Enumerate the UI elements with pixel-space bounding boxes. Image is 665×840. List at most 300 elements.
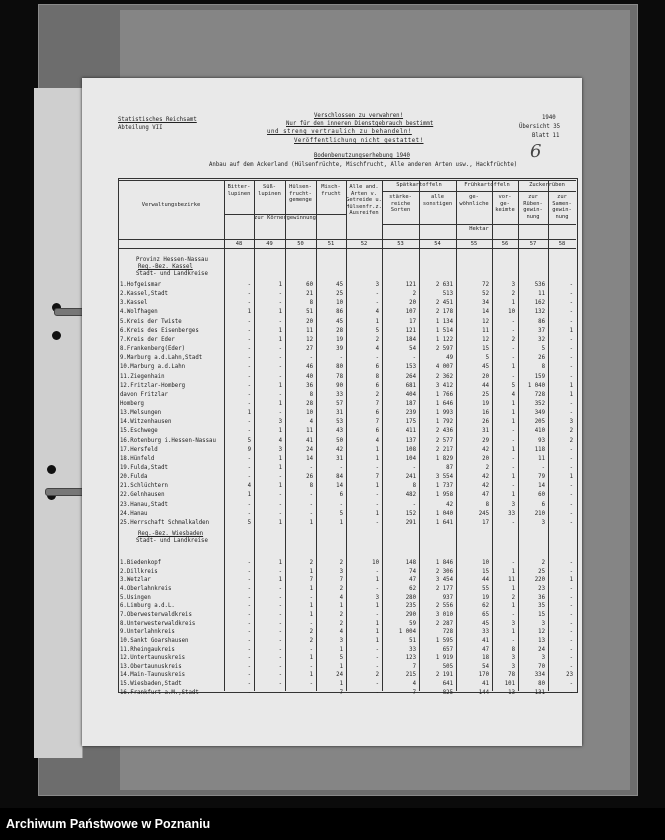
district-name: 4.Wolfhagen bbox=[120, 309, 158, 316]
table-cell: 1 bbox=[339, 663, 343, 670]
table-cell: 937 bbox=[442, 594, 453, 601]
table-cell: - bbox=[569, 300, 573, 307]
table-cell: - bbox=[569, 594, 573, 601]
table-cell: 1 595 bbox=[435, 637, 453, 644]
table-cell: 42 bbox=[482, 483, 489, 490]
table-cell: 19 bbox=[482, 594, 489, 601]
table-cell: 78 bbox=[508, 672, 515, 679]
table-cell: - bbox=[247, 465, 251, 471]
table-cell: 20 bbox=[482, 373, 489, 380]
table-cell: - bbox=[309, 355, 313, 362]
table-cell: 4 bbox=[339, 594, 343, 601]
table-cell: 31 bbox=[336, 455, 343, 462]
table-cell: 44 bbox=[482, 382, 489, 389]
table-cell: 7 bbox=[339, 577, 343, 584]
table-cell: 3 bbox=[511, 501, 515, 508]
table-cell: 11 bbox=[306, 428, 313, 435]
col-head-5: Alle and. Arten v. Getreide u. Hülsenfr.z. Ausreifen bbox=[346, 184, 382, 217]
table-cell: 2 178 bbox=[435, 309, 453, 316]
table-cell: - bbox=[375, 646, 379, 653]
table-cell: 93 bbox=[538, 437, 545, 444]
table-cell: 1 bbox=[569, 327, 573, 334]
district-name: 16.Rotenburg i.Hessen-Nassau bbox=[120, 437, 216, 444]
table-cell: - bbox=[278, 585, 282, 592]
district-name: 4.Oberlahnkreis bbox=[120, 585, 172, 592]
table-cell: - bbox=[278, 568, 282, 575]
table-cell: - bbox=[569, 336, 573, 343]
table-cell: 19 bbox=[336, 336, 343, 343]
table-cell: 728 bbox=[534, 391, 545, 398]
year: 1940 bbox=[542, 115, 556, 121]
table-cell: 70 bbox=[538, 663, 545, 670]
table-cell: 5 bbox=[485, 355, 489, 362]
table-cell: 235 bbox=[405, 603, 416, 610]
district-name: 12.Fritzlar-Homberg bbox=[120, 382, 186, 389]
table-cell: 2 362 bbox=[435, 373, 453, 380]
table-cell: - bbox=[278, 364, 282, 371]
table-cell: 23 bbox=[566, 672, 573, 679]
table-cell: 23 bbox=[538, 585, 545, 592]
district-name: 8.Frankenberg(Eder) bbox=[120, 346, 186, 353]
table-cell: - bbox=[375, 465, 379, 471]
district-name: 25.Herrschaft Schmalkalden bbox=[120, 519, 210, 526]
table-cell: 11 bbox=[508, 577, 515, 584]
table-cell: - bbox=[278, 300, 282, 307]
table-cell: - bbox=[247, 391, 251, 398]
table-cell: - bbox=[278, 689, 282, 696]
table-cell: 334 bbox=[534, 672, 545, 679]
col-head-4: Misch- frucht bbox=[321, 184, 341, 197]
district-name: 14.Main-Taunuskreis bbox=[120, 672, 186, 679]
table-cell: 352 bbox=[534, 400, 545, 407]
table-cell: 3 bbox=[541, 519, 545, 526]
table-cell: 8 bbox=[309, 391, 313, 398]
table-cell: 41 bbox=[482, 681, 489, 688]
table-cell: 2 bbox=[309, 637, 313, 644]
survey-title: Bodenbenutzungserhebung 1940 bbox=[314, 153, 410, 159]
table-cell: 7 bbox=[375, 419, 379, 426]
table-cell: 290 bbox=[405, 611, 416, 618]
table-cell: 1 bbox=[375, 620, 379, 627]
table-cell: - bbox=[569, 603, 573, 610]
table-cell: - bbox=[247, 318, 251, 325]
table-cell: - bbox=[375, 568, 379, 575]
table-cell: 90 bbox=[336, 382, 343, 389]
district-name: 11.Ziegenhain bbox=[120, 373, 165, 380]
table-cell: 1 bbox=[278, 309, 282, 316]
table-cell: 13 bbox=[508, 689, 515, 696]
district-name: 11.Rheingaukreis bbox=[120, 646, 175, 653]
col-number: 58 bbox=[558, 241, 566, 247]
table-cell: 37 bbox=[538, 327, 545, 334]
section1-heading: Reg.-Bez. Kassel bbox=[138, 264, 193, 270]
table-cell: - bbox=[309, 620, 313, 627]
sheet-number: Blatt 11 bbox=[532, 133, 560, 139]
district-name: 7.Oberwesterwaldkreis bbox=[120, 611, 192, 618]
table-cell: 24 bbox=[306, 446, 313, 453]
table-cell: 10 bbox=[482, 560, 489, 566]
col-number: 57 bbox=[529, 241, 537, 247]
table-cell: - bbox=[511, 437, 515, 444]
table-cell: 8 bbox=[309, 300, 313, 307]
table-cell: 264 bbox=[405, 373, 416, 380]
table-cell: - bbox=[278, 318, 282, 325]
table-cell: 65 bbox=[482, 611, 489, 618]
table-cell: 1 bbox=[278, 382, 282, 389]
table-cell: 4 bbox=[375, 346, 379, 353]
table-cell: 1 bbox=[278, 282, 282, 288]
table-cell: 6 bbox=[375, 382, 379, 389]
table-cell: 4 bbox=[511, 391, 515, 398]
table-cell: 33 bbox=[482, 629, 489, 636]
table-cell: - bbox=[569, 510, 573, 517]
table-cell: 10 bbox=[508, 309, 515, 316]
table-cell: - bbox=[247, 364, 251, 371]
table-cell: 10 bbox=[372, 560, 379, 566]
table-cell: - bbox=[278, 346, 282, 353]
col-number: 56 bbox=[501, 241, 509, 247]
table-cell: 1 bbox=[375, 455, 379, 462]
table-cell: 1 958 bbox=[435, 492, 453, 499]
table-cell: - bbox=[309, 681, 313, 688]
table-cell: 25 bbox=[336, 291, 343, 298]
table-cell: 6 bbox=[541, 501, 545, 508]
table-cell: - bbox=[511, 355, 515, 362]
table-cell: 62 bbox=[409, 585, 416, 592]
table-cell: 1 040 bbox=[527, 382, 545, 389]
table-cell: 33 bbox=[508, 510, 515, 517]
table-cell: 349 bbox=[534, 410, 545, 417]
table-cell: 7 bbox=[375, 400, 379, 407]
table-cell: 1 bbox=[247, 309, 251, 316]
table-cell: 2 306 bbox=[435, 568, 453, 575]
handwritten-page-number: 6 bbox=[530, 141, 542, 162]
table-cell: 42 bbox=[482, 446, 489, 453]
table-cell: 1 bbox=[375, 637, 379, 644]
table-cell: 12 bbox=[482, 318, 489, 325]
table-cell: 86 bbox=[336, 309, 343, 316]
table-cell: 1 737 bbox=[435, 483, 453, 490]
table-cell: 4 bbox=[339, 629, 343, 636]
table-cell: 50 bbox=[336, 437, 343, 444]
table-cell: 11 bbox=[482, 327, 489, 334]
table-cell: 2 217 bbox=[435, 446, 453, 453]
district-name: 1.Hofgeismar bbox=[120, 282, 162, 288]
col-head-1: Bitter- lupinen bbox=[227, 184, 251, 197]
table-cell: - bbox=[339, 355, 343, 362]
table-cell: - bbox=[375, 501, 379, 508]
table-cell: 51 bbox=[306, 309, 313, 316]
col-number: 52 bbox=[360, 241, 368, 247]
table-cell: 1 bbox=[511, 585, 515, 592]
table-cell: 148 bbox=[405, 560, 416, 566]
table-cell: 11 bbox=[306, 327, 313, 334]
table-cell: - bbox=[569, 681, 573, 688]
table-cell: - bbox=[412, 355, 416, 362]
table-cell: 17 bbox=[482, 519, 489, 526]
table-cell: 2 bbox=[339, 560, 343, 566]
table-cell: 3 454 bbox=[435, 577, 453, 584]
table-cell: 1 641 bbox=[435, 519, 453, 526]
table-cell: 2 436 bbox=[435, 428, 453, 435]
col-head-8: ge- wöhnliche bbox=[459, 194, 489, 207]
table-cell: - bbox=[541, 465, 545, 471]
table-cell: 3 554 bbox=[435, 474, 453, 481]
table-cell: 123 bbox=[405, 655, 416, 662]
table-cell: 80 bbox=[538, 681, 545, 688]
table-cell: 8 bbox=[412, 483, 416, 490]
table-cell: - bbox=[375, 663, 379, 670]
table-cell: 39 bbox=[336, 346, 343, 353]
table-cell: - bbox=[247, 637, 251, 644]
table-cell: - bbox=[247, 560, 251, 566]
punch-hole bbox=[52, 331, 61, 340]
table-cell: 59 bbox=[409, 620, 416, 627]
district-name: 1.Biedenkopf bbox=[120, 560, 162, 566]
table-cell: 33 bbox=[336, 391, 343, 398]
table-cell: - bbox=[247, 474, 251, 481]
table-cell: 3 bbox=[375, 282, 379, 288]
table-cell: - bbox=[247, 291, 251, 298]
table-cell: - bbox=[569, 646, 573, 653]
district-name: 21.Schlüchtern bbox=[120, 483, 168, 490]
table-cell: 1 bbox=[278, 560, 282, 566]
group-fruehkartoffeln: Frühkartoffeln bbox=[464, 182, 510, 188]
table-cell: 21 bbox=[306, 291, 313, 298]
table-cell: 6 bbox=[339, 492, 343, 499]
table-cell: 60 bbox=[306, 282, 313, 288]
table-cell: 1 792 bbox=[435, 419, 453, 426]
table-cell: - bbox=[511, 611, 515, 618]
table-cell: - bbox=[569, 282, 573, 288]
table-cell: 1 bbox=[247, 410, 251, 417]
group-koernergewinnung: zur Körnergewinnung bbox=[254, 215, 316, 221]
table-cell: 1 bbox=[278, 465, 282, 471]
table-cell: - bbox=[569, 663, 573, 670]
table-cell: 47 bbox=[409, 577, 416, 584]
table-cell: 28 bbox=[336, 327, 343, 334]
table-cell: - bbox=[569, 519, 573, 526]
table-cell: 184 bbox=[405, 336, 416, 343]
table-cell: 505 bbox=[442, 663, 453, 670]
table-cell: - bbox=[569, 611, 573, 618]
col-head-3: Hülsen- frucht- gemenge bbox=[289, 184, 312, 204]
table-cell: - bbox=[278, 410, 282, 417]
table-cell: 153 bbox=[405, 364, 416, 371]
district-name: 3.Wetzlar bbox=[120, 577, 151, 584]
table-cell: - bbox=[375, 611, 379, 618]
table-cell: 215 bbox=[405, 672, 416, 679]
table-cell: 52 bbox=[482, 291, 489, 298]
unit-rule bbox=[382, 224, 576, 225]
group-header-rule bbox=[382, 191, 576, 192]
table-cell: - bbox=[278, 291, 282, 298]
binder-spine bbox=[34, 88, 83, 758]
table-cell: - bbox=[569, 346, 573, 353]
table-cell: - bbox=[278, 501, 282, 508]
table-cell: 411 bbox=[405, 428, 416, 435]
punch-hole bbox=[47, 465, 56, 474]
table-cell: 12 bbox=[306, 336, 313, 343]
district-name: 9.Marburg a.d.Lahn,Stadt bbox=[120, 355, 203, 362]
table-cell: - bbox=[278, 603, 282, 610]
table-cell: 35 bbox=[538, 603, 545, 610]
document-page bbox=[82, 78, 582, 746]
table-cell: - bbox=[412, 465, 416, 471]
table-cell: - bbox=[278, 646, 282, 653]
table-cell: 1 bbox=[511, 300, 515, 307]
table-cell: - bbox=[309, 594, 313, 601]
table-cell: - bbox=[278, 391, 282, 398]
table-cell: 5 bbox=[247, 437, 251, 444]
table-cell: - bbox=[278, 637, 282, 644]
table-cell: - bbox=[511, 560, 515, 566]
number-row-rule bbox=[118, 248, 576, 249]
group-spaetkartoffeln: Spätkartoffeln bbox=[396, 182, 442, 188]
table-cell: 3 bbox=[278, 446, 282, 453]
table-cell: 42 bbox=[482, 474, 489, 481]
table-cell: 5 bbox=[375, 327, 379, 334]
table-cell: - bbox=[278, 594, 282, 601]
table-cell: - bbox=[511, 318, 515, 325]
table-cell: 18 bbox=[482, 655, 489, 662]
table-cell: 1 bbox=[375, 577, 379, 584]
district-name: 17.Hersfeld bbox=[120, 446, 158, 453]
table-cell: 46 bbox=[306, 364, 313, 371]
table-cell: 1 829 bbox=[435, 455, 453, 462]
left-header-line2: Abteilung VII bbox=[118, 125, 163, 131]
table-cell: 410 bbox=[534, 428, 545, 435]
table-cell: 280 bbox=[405, 594, 416, 601]
table-cell: 1 bbox=[278, 483, 282, 490]
table-cell: 5 bbox=[339, 655, 343, 662]
table-cell: 31 bbox=[482, 428, 489, 435]
table-cell: - bbox=[247, 282, 251, 288]
district-name: 15.Eschwege bbox=[120, 428, 158, 435]
district-name: 8.Unterwesterwaldkreis bbox=[120, 620, 196, 627]
table-cell: 3 bbox=[541, 655, 545, 662]
table-cell: 1 bbox=[569, 382, 573, 389]
table-cell: - bbox=[569, 291, 573, 298]
table-cell: 205 bbox=[534, 419, 545, 426]
table-cell: 24 bbox=[538, 646, 545, 653]
table-cell: 49 bbox=[446, 355, 453, 362]
table-cell: - bbox=[569, 446, 573, 453]
table-cell: 26 bbox=[538, 355, 545, 362]
table-cell: 14 bbox=[306, 455, 313, 462]
table-cell: 1 bbox=[375, 483, 379, 490]
district-name: 10.Sankt Goarshausen bbox=[120, 637, 189, 644]
table-cell: 291 bbox=[405, 519, 416, 526]
table-cell: - bbox=[569, 501, 573, 508]
table-cell: 41 bbox=[482, 637, 489, 644]
table-cell: 45 bbox=[336, 282, 343, 288]
table-cell: 3 412 bbox=[435, 382, 453, 389]
district-name: 15.Wiesbaden,Stadt bbox=[120, 681, 182, 688]
table-cell: 3 bbox=[541, 620, 545, 627]
table-cell: - bbox=[309, 646, 313, 653]
table-cell: - bbox=[339, 501, 343, 508]
table-cell: 25 bbox=[538, 568, 545, 575]
district-name: 5.Usingen bbox=[120, 594, 151, 601]
table-cell: 728 bbox=[442, 629, 453, 636]
table-cell: 1 134 bbox=[435, 318, 453, 325]
table-cell: 6 bbox=[375, 428, 379, 435]
table-cell: 19 bbox=[482, 400, 489, 407]
group-header-rule bbox=[224, 214, 346, 215]
table-cell: 3 bbox=[339, 568, 343, 575]
table-cell: 80 bbox=[336, 364, 343, 371]
table-cell: 1 bbox=[309, 568, 313, 575]
table-cell: 1 040 bbox=[435, 510, 453, 517]
table-cell: 1 bbox=[375, 629, 379, 636]
table-cell: - bbox=[247, 346, 251, 353]
table-cell: 1 bbox=[278, 577, 282, 584]
table-cell: 60 bbox=[538, 492, 545, 499]
table-cell: - bbox=[375, 519, 379, 526]
table-cell: 4 bbox=[375, 309, 379, 316]
table-cell: 20 bbox=[306, 318, 313, 325]
table-cell: 2 bbox=[541, 560, 545, 566]
table-double-line bbox=[118, 180, 576, 181]
table-cell: 7 bbox=[339, 689, 343, 696]
table-cell: - bbox=[511, 346, 515, 353]
table-cell: 152 bbox=[405, 510, 416, 517]
table-cell: - bbox=[511, 455, 515, 462]
table-cell: 8 bbox=[375, 373, 379, 380]
table-cell: 4 bbox=[247, 483, 251, 490]
district-name: 19.Fulda,Stadt bbox=[120, 465, 168, 471]
table-cell: 1 bbox=[339, 646, 343, 653]
table-cell: 2 bbox=[412, 291, 416, 298]
table-cell: - bbox=[569, 689, 573, 696]
table-cell: - bbox=[569, 629, 573, 636]
table-cell: - bbox=[569, 620, 573, 627]
table-cell: 1 bbox=[309, 603, 313, 610]
table-cell: 1 bbox=[511, 603, 515, 610]
table-cell: 10 bbox=[306, 410, 313, 417]
table-cell: 4 bbox=[309, 419, 313, 426]
table-cell: 131 bbox=[534, 689, 545, 696]
table-cell: 3 bbox=[511, 663, 515, 670]
archive-label: Archiwum Państwowe w Poznaniu bbox=[6, 817, 211, 831]
table-cell: 24 bbox=[336, 672, 343, 679]
table-cell: 2 bbox=[375, 391, 379, 398]
table-cell: - bbox=[569, 364, 573, 371]
district-name: 5.Kreis der Twiste bbox=[120, 318, 182, 325]
table-cell: 17 bbox=[409, 318, 416, 325]
table-cell: 1 766 bbox=[435, 391, 453, 398]
district-name: 23.Hanau,Stadt bbox=[120, 501, 168, 508]
table-cell: 7 bbox=[412, 689, 416, 696]
table-cell: 1 bbox=[309, 672, 313, 679]
table-cell: 2 287 bbox=[435, 620, 453, 627]
table-cell: 2 577 bbox=[435, 437, 453, 444]
district-name: 10.Marburg a.d.Lahn bbox=[120, 364, 186, 371]
table-cell: 12 bbox=[482, 336, 489, 343]
table-cell: 74 bbox=[409, 568, 416, 575]
table-cell: 57 bbox=[336, 400, 343, 407]
table-cell: 12 bbox=[538, 629, 545, 636]
table-cell: 241 bbox=[405, 474, 416, 481]
table-cell: 1 919 bbox=[435, 655, 453, 662]
district-name: 24.Hanau bbox=[120, 510, 148, 517]
district-name: 20.Fulda bbox=[120, 474, 148, 481]
table-cell: - bbox=[375, 585, 379, 592]
table-cell: 101 bbox=[504, 681, 515, 688]
table-cell: 1 bbox=[511, 629, 515, 636]
table-cell: 1 bbox=[569, 577, 573, 584]
